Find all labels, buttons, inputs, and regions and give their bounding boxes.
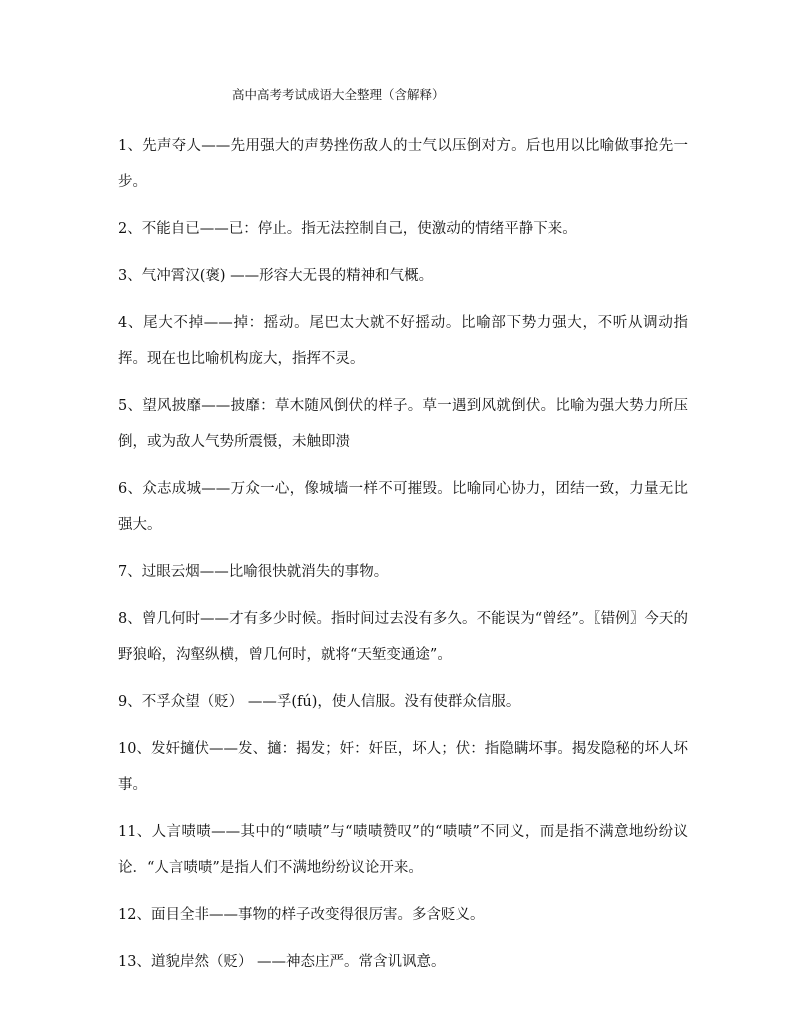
idiom-entry: 7、过眼云烟——比喻很快就消失的事物。 [118, 564, 389, 580]
idiom-entry: 9、不孚众望（贬） ——孚(fú)，使人信服。没有使群众信服。 [118, 694, 521, 710]
idiom-entry: 11、人言啧啧——其中的“啧啧”与“啧啧赞叹”的“啧啧”不同义，而是指不满意地纷纷议论．“人言啧啧”是指人们不满地纷纷议论开来。 [118, 824, 688, 876]
idiom-entry: 13、道貌岸然（贬） ——神态庄严。常含讥讽意。 [118, 954, 446, 970]
document-title: 高中高考考试成语大全整理（含解释） [232, 87, 445, 102]
idiom-entry: 8、曾几何时——才有多少时候。指时间过去没有多久。不能误为“曾经”。〖错例〗今天的野狼峪，沟壑纵横，曾几何时，就将“天堑变通途”。 [118, 611, 688, 663]
idiom-entry: 1、先声夺人——先用强大的声势挫伤敌人的士气以压倒对方。后也用以比喻做事抢先一步。 [118, 138, 688, 190]
idiom-entry: 4、尾大不掉——掉：摇动。尾巴太大就不好摇动。比喻部下势力强大，不听从调动指挥。现在也比喻机构庞大，指挥不灵。 [118, 315, 688, 367]
idiom-entry: 2、不能自已——已：停止。指无法控制自己，使激动的情绪平静下来。 [118, 221, 577, 237]
idiom-entry: 5、望风披靡——披靡：草木随风倒伏的样子。草一遇到风就倒伏。比喻为强大势力所压倒，或为敌人气势所震慑，未触即溃 [118, 398, 688, 450]
idiom-entry: 10、发奸擿伏——发、擿：揭发；奸：奸臣，坏人；伏：指隐瞒坏事。揭发隐秘的坏人坏事。 [118, 741, 688, 793]
idiom-entry: 6、众志成城——万众一心，像城墙一样不可摧毁。比喻同心协力，团结一致，力量无比强大。 [118, 481, 688, 533]
idiom-entry: 3、气冲霄汉(褒) ——形容大无畏的精神和气概。 [118, 268, 434, 284]
idiom-list [118, 128, 688, 991]
idiom-entry: 12、面目全非——事物的样子改变得很厉害。多含贬义。 [118, 907, 485, 923]
